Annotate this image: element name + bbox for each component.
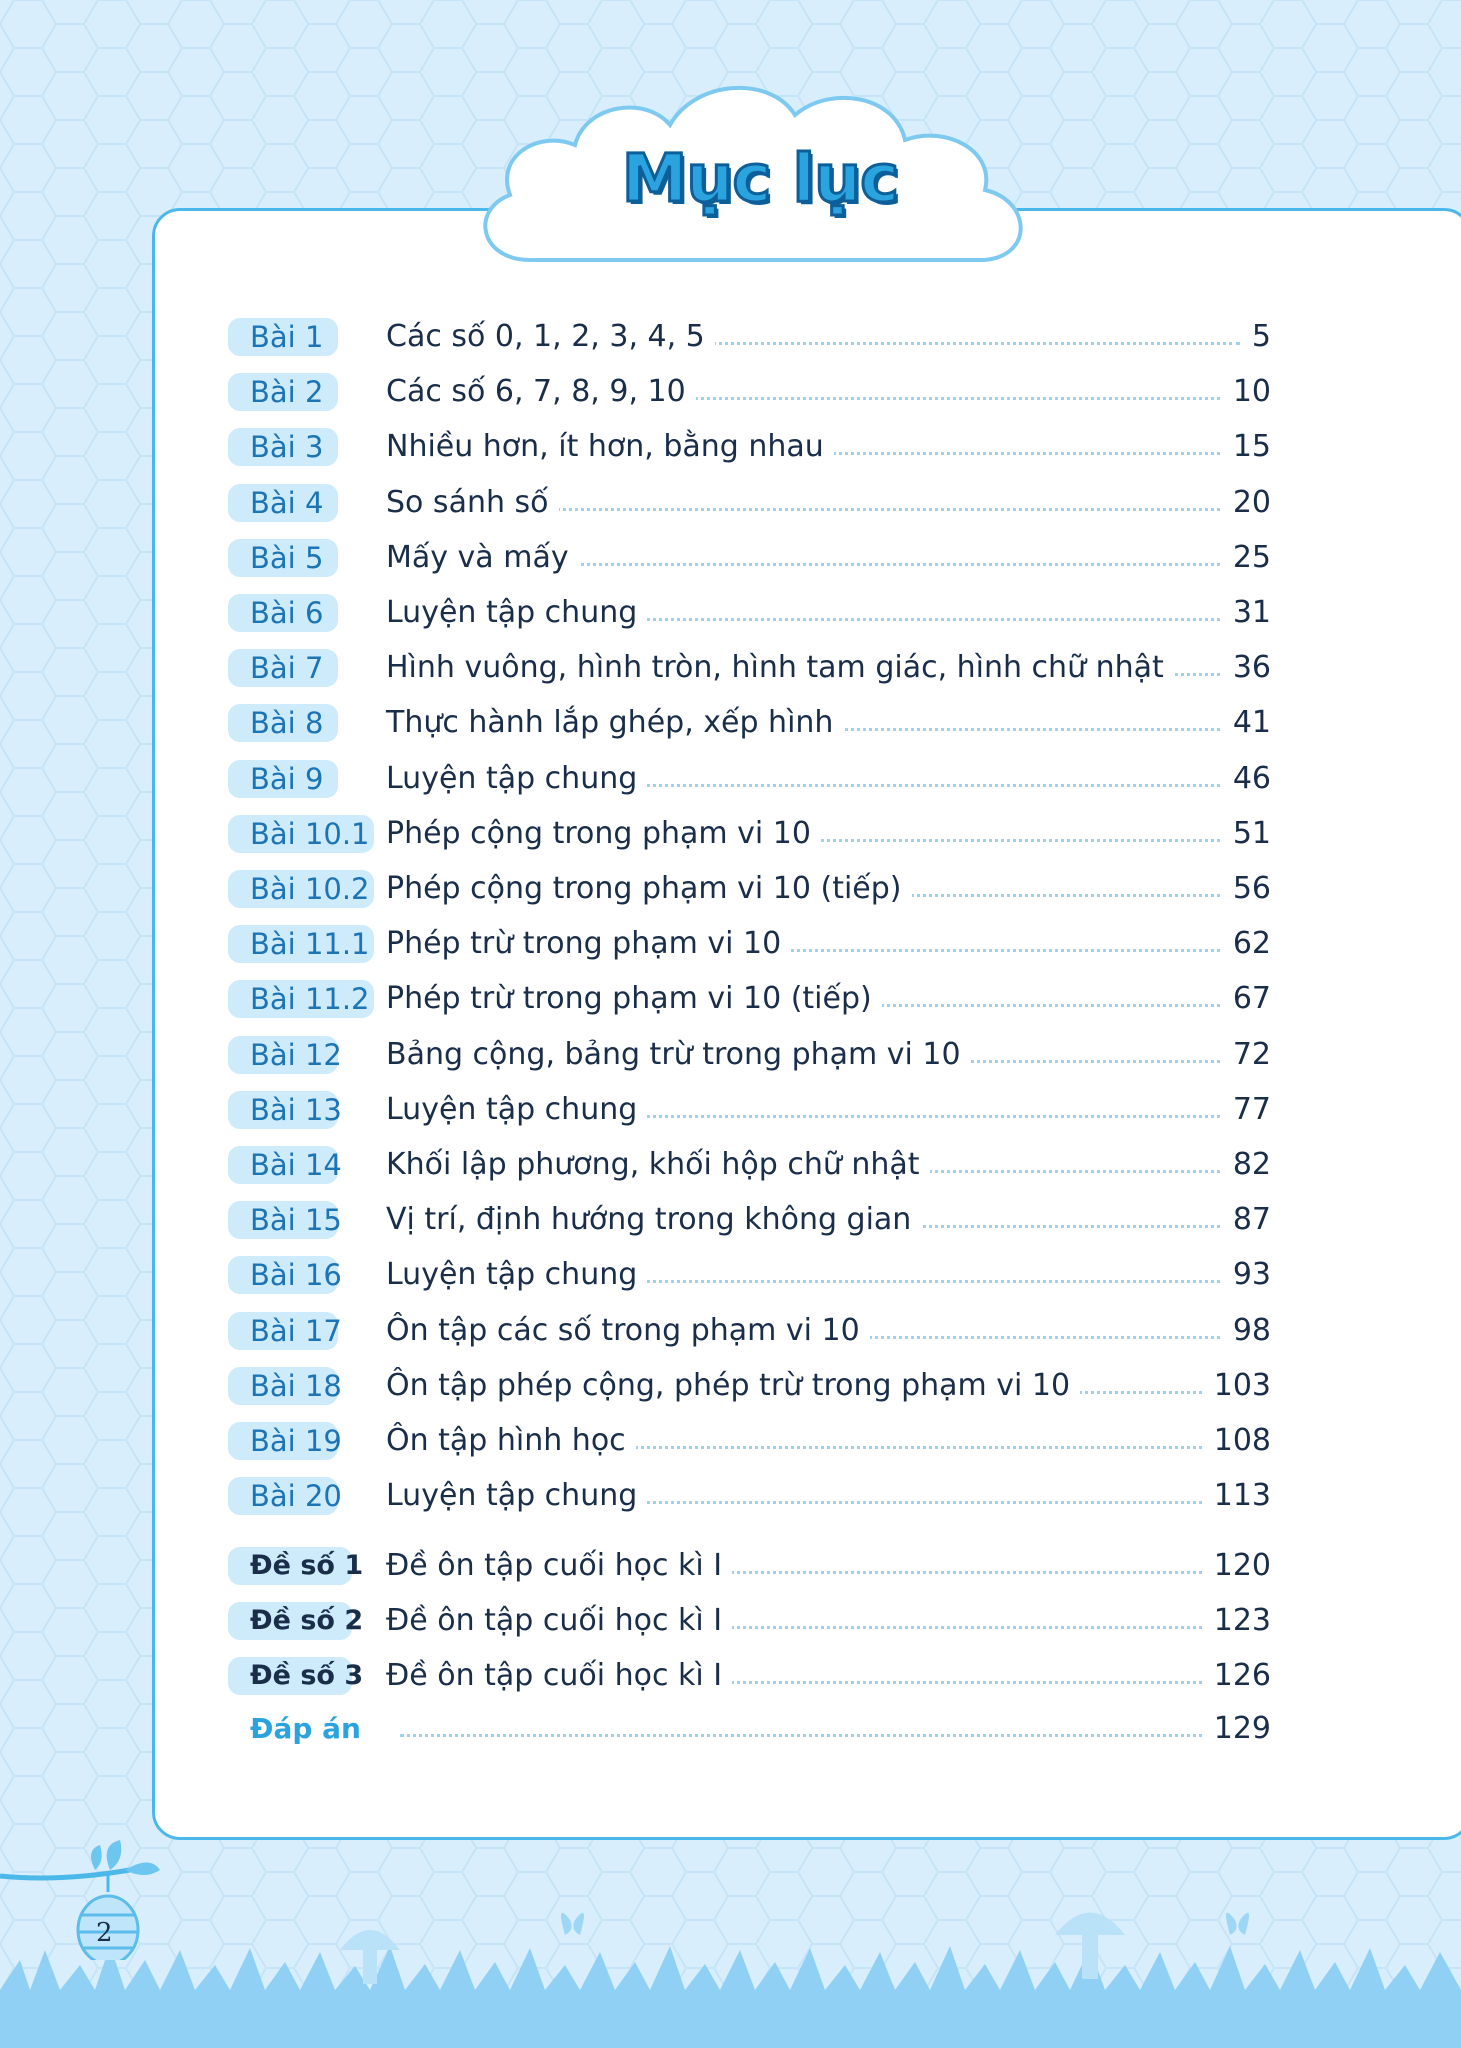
- entry-page-number: 5: [1242, 318, 1271, 356]
- toc-entry[interactable]: [0, 649, 1461, 689]
- entry-page-number: 108: [1204, 1422, 1271, 1460]
- page-title: Mục lục: [621, 140, 899, 217]
- entry-title: Các số 0, 1, 2, 3, 4, 5: [386, 318, 715, 356]
- leaf-icon: [91, 1840, 160, 1875]
- entry-page-number: 82: [1223, 1146, 1271, 1184]
- toc-entry[interactable]: [0, 318, 1461, 358]
- lesson-badge: Bài 18: [228, 1367, 338, 1405]
- entry-page-number: 93: [1223, 1256, 1271, 1294]
- lesson-badge: Bài 13: [228, 1091, 338, 1129]
- toc-entry[interactable]: [0, 373, 1461, 413]
- grass-decoration: [0, 1840, 1461, 2048]
- entry-title: Hình vuông, hình tròn, hình tam giác, hình chữ nhật: [386, 649, 1174, 687]
- toc-entry[interactable]: [0, 925, 1461, 965]
- entry-title: So sánh số: [386, 484, 559, 522]
- toc-entry[interactable]: [0, 1256, 1461, 1296]
- entry-page-number: 126: [1204, 1657, 1271, 1695]
- beehive-icon: [0, 1840, 180, 1960]
- lesson-badge: Bài 10.2: [228, 870, 374, 908]
- entry-title: Các số 6, 7, 8, 9, 10: [386, 373, 696, 411]
- dot-leader: [400, 1734, 1240, 1737]
- entry-page-number: 25: [1223, 539, 1271, 577]
- toc-entry[interactable]: [0, 484, 1461, 524]
- lesson-badge: Đề số 3: [228, 1657, 352, 1695]
- entry-page-number: 46: [1223, 760, 1271, 798]
- lesson-badge: Bài 3: [228, 428, 338, 466]
- page-number: 2: [96, 1918, 113, 1948]
- entry-title: Luyện tập chung: [386, 1091, 647, 1129]
- entry-page-number: 62: [1223, 925, 1271, 963]
- lesson-badge: Bài 11.2: [228, 980, 374, 1018]
- entry-title: Luyện tập chung: [386, 1477, 647, 1515]
- lesson-badge: Bài 20: [228, 1477, 338, 1515]
- entry-page-number: 129: [1204, 1710, 1271, 1748]
- lesson-badge: Bài 1: [228, 318, 338, 356]
- toc-entry[interactable]: [0, 1036, 1461, 1076]
- entry-page-number: 36: [1223, 649, 1271, 687]
- entry-title: Phép trừ trong phạm vi 10 (tiếp): [386, 980, 882, 1018]
- lesson-badge: Bài 9: [228, 760, 338, 798]
- entry-page-number: 10: [1223, 373, 1271, 411]
- entry-page-number: 31: [1223, 594, 1271, 632]
- toc-entry[interactable]: [0, 1091, 1461, 1131]
- toc-entry[interactable]: [0, 1201, 1461, 1241]
- toc-entry[interactable]: [0, 815, 1461, 855]
- entry-title: Bảng cộng, bảng trừ trong phạm vi 10: [386, 1036, 971, 1074]
- entry-title: Phép cộng trong phạm vi 10 (tiếp): [386, 870, 912, 908]
- entry-page-number: 98: [1223, 1312, 1271, 1350]
- entry-page-number: 103: [1204, 1367, 1271, 1405]
- entry-page-number: 87: [1223, 1201, 1271, 1239]
- entry-page-number: 56: [1223, 870, 1271, 908]
- lesson-badge: Bài 8: [228, 704, 338, 742]
- lesson-badge: Bài 7: [228, 649, 338, 687]
- lesson-badge: Bài 14: [228, 1146, 338, 1184]
- entry-title: Phép cộng trong phạm vi 10: [386, 815, 821, 853]
- lesson-badge: Bài 11.1: [228, 925, 374, 963]
- entry-title: Luyện tập chung: [386, 594, 647, 632]
- toc-entry[interactable]: [0, 539, 1461, 579]
- toc-entry[interactable]: [0, 1547, 1461, 1587]
- lesson-badge: Bài 16: [228, 1256, 338, 1294]
- toc-entry[interactable]: [0, 980, 1461, 1020]
- entry-page-number: 113: [1204, 1477, 1271, 1515]
- lesson-badge: Bài 12: [228, 1036, 338, 1074]
- entry-page-number: 120: [1204, 1547, 1271, 1585]
- entry-page-number: 72: [1223, 1036, 1271, 1074]
- toc-entry[interactable]: [0, 1146, 1461, 1186]
- entry-title: Đề ôn tập cuối học kì I: [386, 1547, 732, 1585]
- entry-title: Đề ôn tập cuối học kì I: [386, 1602, 732, 1640]
- lesson-badge: Bài 19: [228, 1422, 338, 1460]
- lesson-badge: Bài 5: [228, 539, 338, 577]
- entry-title: Thực hành lắp ghép, xếp hình: [386, 704, 843, 742]
- entry-title: Vị trí, định hướng trong không gian: [386, 1201, 921, 1239]
- entry-title: Ôn tập các số trong phạm vi 10: [386, 1312, 870, 1350]
- entry-page-number: 77: [1223, 1091, 1271, 1129]
- lesson-badge: Đề số 2: [228, 1602, 352, 1640]
- answers-label: Đáp án: [250, 1712, 361, 1745]
- lesson-badge: Bài 2: [228, 373, 338, 411]
- entry-page-number: 67: [1223, 980, 1271, 1018]
- lesson-badge: Đề số 1: [228, 1547, 352, 1585]
- lesson-badge: Bài 15: [228, 1201, 338, 1239]
- butterfly-icon: [561, 1913, 1249, 1935]
- entry-page-number: 20: [1223, 484, 1271, 522]
- lesson-badge: Bài 17: [228, 1312, 338, 1350]
- toc-entry[interactable]: [0, 1367, 1461, 1407]
- toc-entry[interactable]: [0, 428, 1461, 468]
- toc-entry[interactable]: [0, 1312, 1461, 1352]
- toc-entry[interactable]: [0, 1602, 1461, 1642]
- lesson-badge: Bài 4: [228, 484, 338, 522]
- entry-page-number: 123: [1204, 1602, 1271, 1640]
- toc-entry[interactable]: [0, 760, 1461, 800]
- entry-title: Nhiều hơn, ít hơn, bằng nhau: [386, 428, 834, 466]
- entry-title: Khối lập phương, khối hộp chữ nhật: [386, 1146, 930, 1184]
- entry-title: Luyện tập chung: [386, 1256, 647, 1294]
- entry-title: Ôn tập hình học: [386, 1422, 636, 1460]
- toc-entry[interactable]: [0, 1422, 1461, 1462]
- entry-title: Ôn tập phép cộng, phép trừ trong phạm vi 10: [386, 1367, 1080, 1405]
- entry-page-number: 51: [1223, 815, 1271, 853]
- entry-title: Mấy và mấy: [386, 539, 579, 577]
- entry-title: Luyện tập chung: [386, 760, 647, 798]
- toc-entry-answers[interactable]: [0, 1710, 1461, 1750]
- toc-entry[interactable]: [0, 594, 1461, 634]
- toc-entry[interactable]: [0, 1657, 1461, 1697]
- entry-title: Phép trừ trong phạm vi 10: [386, 925, 791, 963]
- entry-page-number: 41: [1223, 704, 1271, 742]
- toc-entry[interactable]: [0, 704, 1461, 744]
- toc-entry[interactable]: [0, 870, 1461, 910]
- entry-title: Đề ôn tập cuối học kì I: [386, 1657, 732, 1695]
- lesson-badge: Bài 10.1: [228, 815, 374, 853]
- toc-entry[interactable]: [0, 1477, 1461, 1517]
- entry-page-number: 15: [1223, 428, 1271, 466]
- entry-title: [386, 1710, 396, 1748]
- lesson-badge: Bài 6: [228, 594, 338, 632]
